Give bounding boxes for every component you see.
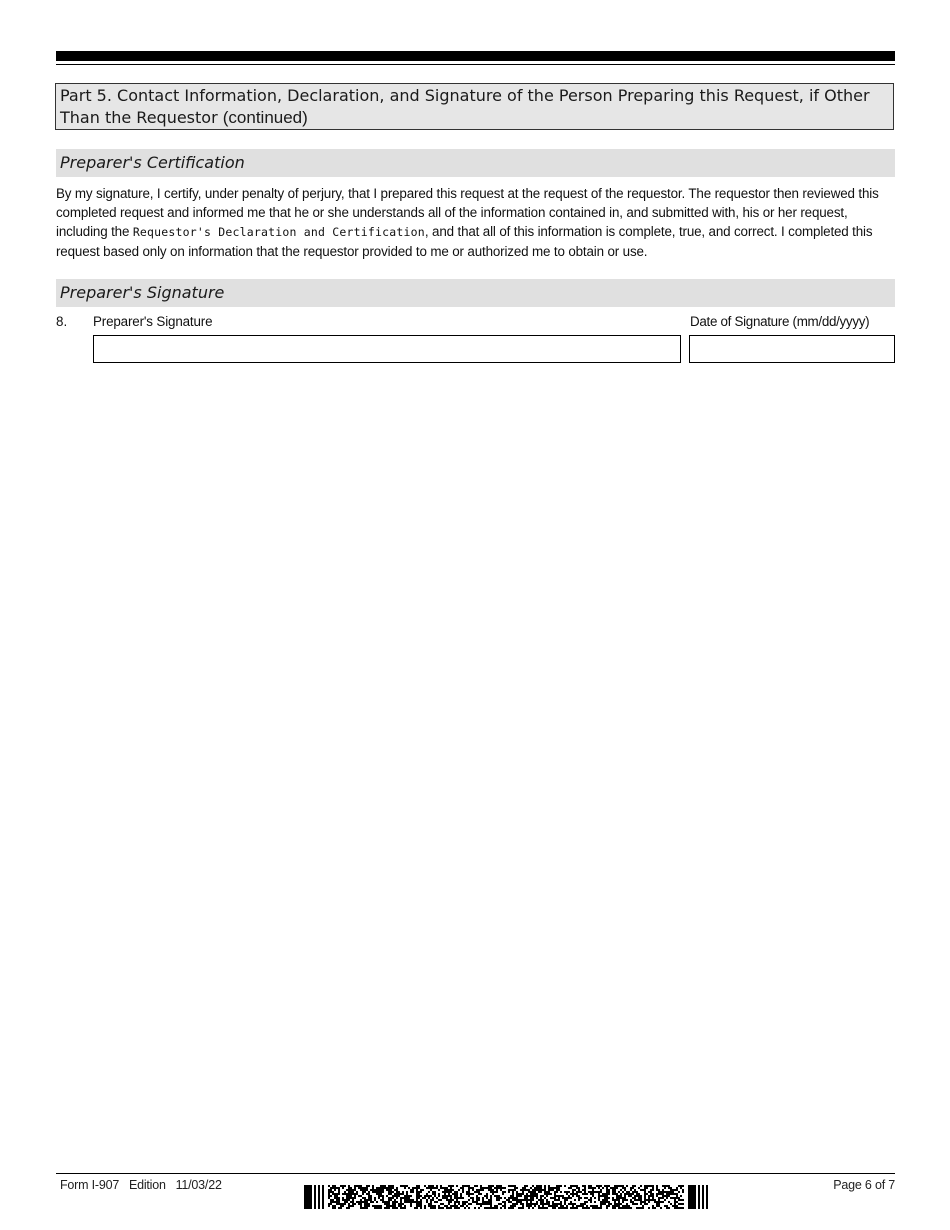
part-header <box>55 83 894 130</box>
form-edition-label: Form I-907 Edition 11/03/22 <box>60 1178 222 1192</box>
preparer-signature-field[interactable] <box>93 335 681 363</box>
section-heading-preparer-certification: Preparer's Certification <box>56 149 895 177</box>
certification-paragraph <box>56 184 896 261</box>
item-number: 8. <box>56 314 68 329</box>
certification-text-before: By my signature, I certify, under penalty of perjury, that I prepared this request at the request of the requestor. The requestor then reviewed this completed request and informed me that he or she understands all of the information contained in, and submitted with, his or her request, including the <box>56 186 879 239</box>
date-of-signature-field[interactable] <box>689 335 895 363</box>
page-number: Page 6 of 7 <box>833 1178 895 1192</box>
footer-rule <box>56 1173 895 1174</box>
section-heading-preparer-signature: Preparer's Signature <box>56 279 895 307</box>
barcode-icon <box>304 1185 714 1209</box>
top-rule-thin <box>56 64 895 65</box>
signature-label: Preparer's Signature <box>93 314 213 329</box>
date-of-signature-label: Date of Signature (mm/dd/yyyy) <box>690 314 870 329</box>
part-header-title: Part 5. Contact Information, Declaration, and Signature of the Person Preparing this Request, if Other Than the Requestor <box>60 86 870 127</box>
certification-text-italic: Requestor's Declaration and Certification <box>132 225 425 239</box>
top-rule-thick <box>56 51 895 61</box>
part-header-continued: (continued) <box>222 108 308 127</box>
certification-text-after: , and that all of this information is complete, true, and correct. I completed this request based only on information that the requestor provided to me or authorized me to obtain or use. <box>56 224 873 259</box>
